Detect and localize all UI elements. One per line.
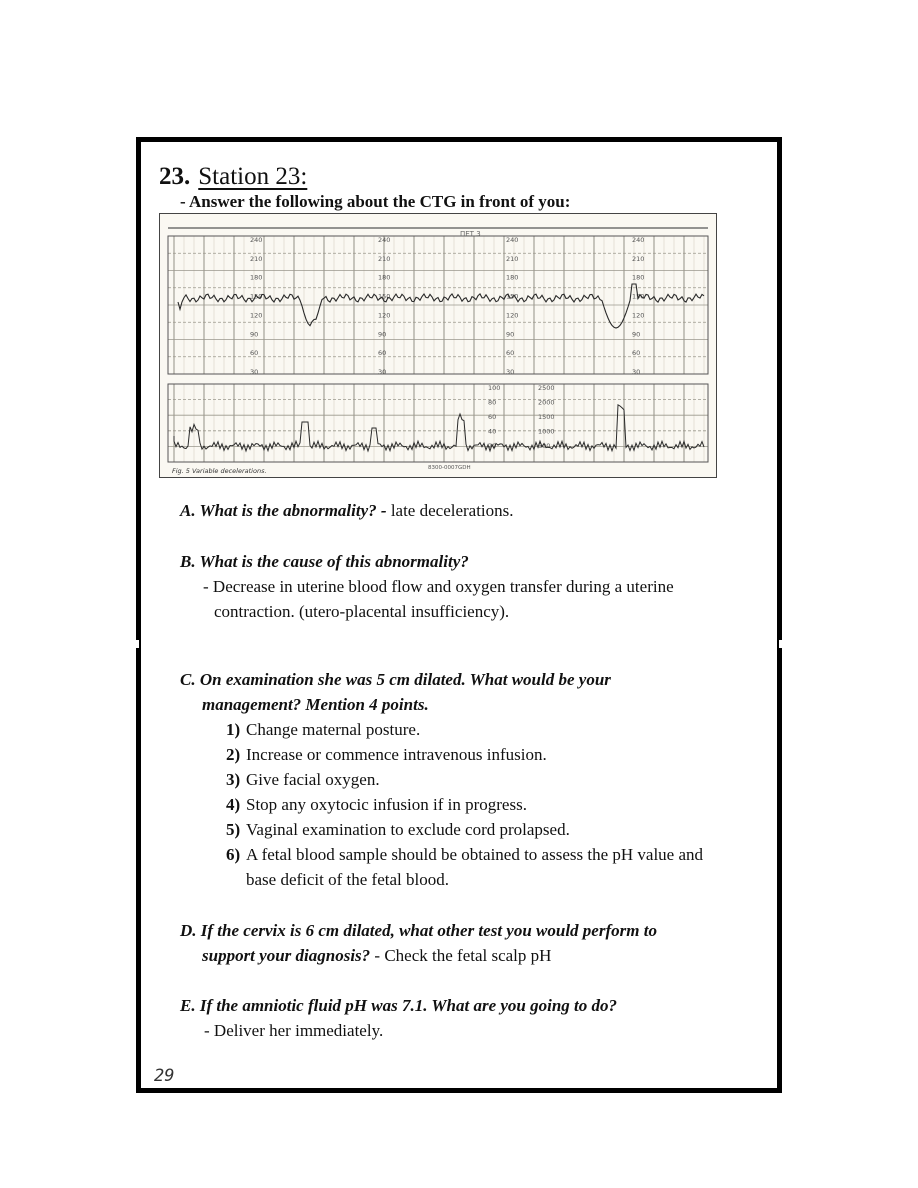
ctg-fhr-tick-label: 180 — [632, 273, 645, 282]
list-item: 6) A fetal blood sample should be obtained to assess the pH value and — [226, 845, 704, 864]
ctg-fhr-tick-label: 30 — [506, 368, 515, 376]
question-d-answer: - Check the fetal scalp pH — [370, 946, 552, 965]
ctg-fhr-tick-label: 120 — [506, 311, 519, 320]
instruction-text: - Answer the following about the CTG in front of you: — [180, 192, 571, 211]
ctg-fhr-tick-label: 180 — [378, 273, 391, 282]
page-number: 29 — [154, 1066, 175, 1086]
ctg-fhr-tick-label: 240 — [632, 236, 645, 244]
ctg-fhr-tick-label: 60 — [250, 349, 259, 358]
ctg-fhr-tick-label: 150 — [506, 292, 519, 301]
list-item-continuation: base deficit of the fetal blood. — [246, 870, 449, 889]
ctg-kpa-tick-label: 1500 — [538, 413, 555, 421]
question-d-label-line1: D. If the cervix is 6 cm dilated, what other test you would perform to — [180, 921, 657, 940]
station-number: 23. — [159, 163, 191, 190]
question-d — [202, 943, 551, 968]
ctg-fhr-tick-label: 240 — [506, 236, 519, 244]
border-gap-left — [131, 640, 139, 648]
ctg-toco-tick-label: 40 — [488, 427, 497, 436]
ctg-fhr-tick-label: 210 — [506, 254, 519, 263]
list-item: 4) Stop any oxytocic infusion if in progress. — [226, 795, 527, 814]
question-b — [180, 549, 469, 574]
list-item: 5) Vaginal examination to exclude cord prolapsed. — [226, 820, 570, 839]
ctg-stamp: ПЕТ 3 — [460, 230, 481, 238]
ctg-trace-svg — [160, 214, 716, 477]
ctg-fhr-tick-label: 180 — [250, 273, 263, 282]
ctg-toco-tick-label: 60 — [488, 413, 497, 421]
ctg-fhr-tick-label: 120 — [632, 311, 645, 320]
ctg-kpa-tick-label: 2000 — [538, 398, 555, 407]
question-b-label: B. What is the cause of this abnormality? — [180, 552, 469, 571]
ctg-fhr-tick-label: 60 — [378, 349, 387, 358]
ctg-kpa-tick-label: 500 — [538, 442, 551, 450]
question-b-answer-line1: - Decrease in uterine blood flow and oxygen transfer during a uterine — [203, 577, 674, 596]
list-item: 1) Change maternal posture. — [226, 720, 421, 739]
question-d-label-line2: support your diagnosis? — [202, 946, 371, 965]
ctg-fhr-tick-label: 150 — [632, 292, 645, 301]
ctg-kpa-tick-label: 1000 — [538, 427, 555, 436]
ctg-fhr-tick-label: 150 — [378, 292, 391, 301]
ctg-fhr-tick-label: 60 — [506, 349, 515, 358]
ctg-fhr-tick-label: 210 — [632, 254, 645, 263]
ctg-fhr-tick-label: 90 — [506, 330, 515, 339]
question-e — [180, 993, 617, 1018]
ctg-fhr-tick-label: 30 — [250, 368, 259, 376]
ctg-toco-tick-label: 20 — [488, 442, 497, 450]
ctg-fhr-tick-label: 120 — [378, 311, 391, 320]
ctg-fhr-tick-label: 90 — [632, 330, 641, 339]
question-a — [180, 498, 514, 523]
question-a-label: A. What is the abnormality? - — [180, 501, 387, 520]
station-title: Station 23: — [198, 163, 308, 190]
ctg-caption: Fig. 5 Variable decelerations. — [172, 467, 267, 475]
ctg-fhr-tick-label: 30 — [378, 368, 387, 376]
list-item: 3) Give facial oxygen. — [226, 770, 380, 789]
ctg-fhr-tick-label: 60 — [632, 349, 641, 358]
ctg-code: 8300-0007GDH — [428, 465, 471, 471]
question-c-label-line1: C. On examination she was 5 cm dilated. What would be your — [180, 670, 611, 689]
ctg-kpa-tick-label: 2500 — [538, 384, 555, 392]
question-a-answer: late decelerations. — [386, 501, 514, 520]
question-c-label-line2: management? Mention 4 points. — [202, 695, 429, 714]
ctg-fhr-tick-label: 210 — [378, 254, 391, 263]
ctg-fhr-tick-label: 120 — [250, 311, 263, 320]
ctg-fhr-tick-label: 90 — [378, 330, 387, 339]
border-gap-right — [779, 640, 787, 648]
list-item: 2) Increase or commence intravenous infusion. — [226, 745, 547, 764]
question-e-label: E. If the amniotic fluid pH was 7.1. What are you going to do? — [180, 996, 618, 1015]
ctg-toco-tick-label: 80 — [488, 398, 497, 407]
question-e-answer: - Deliver her immediately. — [204, 1021, 384, 1040]
ctg-fhr-tick-label: 180 — [506, 273, 519, 282]
ctg-fhr-tick-label: 150 — [250, 292, 263, 301]
station-heading — [159, 160, 307, 194]
ctg-fhr-tick-label: 30 — [632, 368, 641, 376]
question-b-answer-line2: contraction. (utero-placental insufficiency). — [214, 602, 510, 621]
ctg-fhr-tick-label: 240 — [250, 236, 263, 244]
ctg-trace-image — [159, 213, 717, 478]
management-list — [226, 717, 703, 892]
ctg-toco-tick-label: 100 — [488, 384, 501, 392]
ctg-fhr-tick-label: 90 — [250, 330, 259, 339]
ctg-fhr-tick-label: 210 — [250, 254, 263, 263]
ctg-fhr-tick-label: 240 — [378, 236, 391, 244]
